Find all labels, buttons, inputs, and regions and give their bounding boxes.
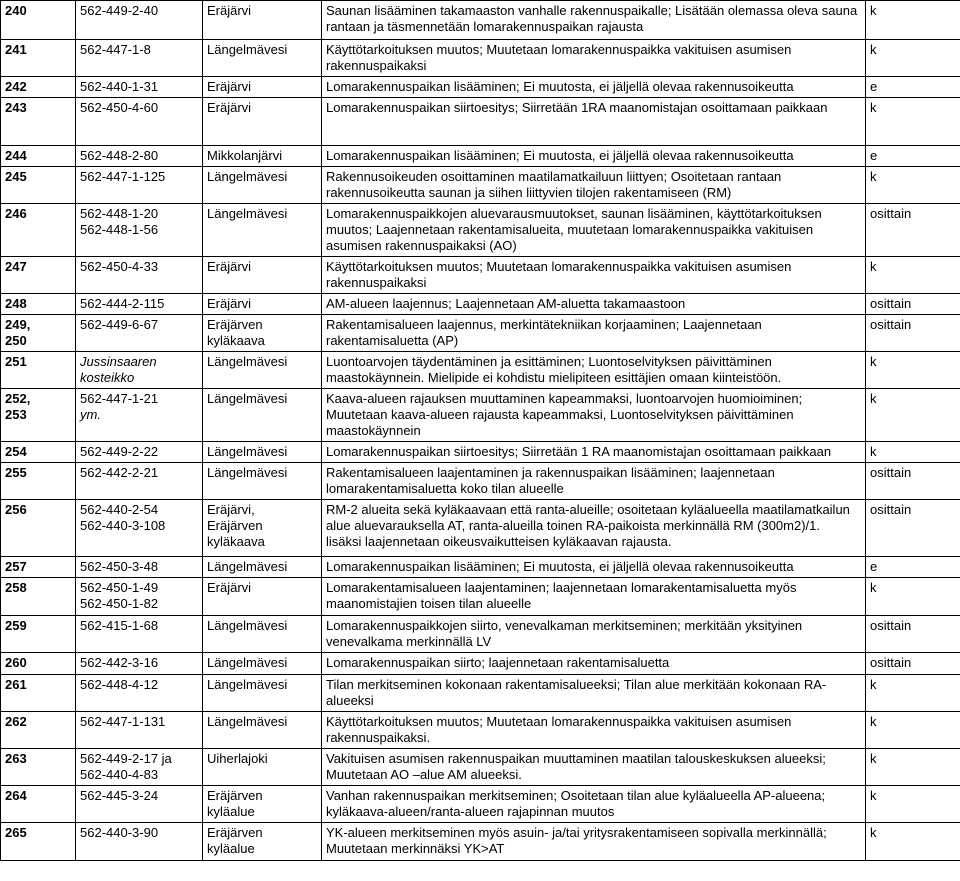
decision-code: osittain — [870, 655, 912, 670]
description: Lomarakennuspaikan siirto; laajennetaan rakentamisaluetta — [326, 655, 670, 670]
area-name: Mikkolanjärvi — [207, 148, 283, 163]
decision-code: k — [870, 677, 877, 692]
property-id: 562-447-1-21 — [80, 391, 159, 406]
decision-code: osittain — [870, 502, 912, 517]
row-number-cell — [1, 352, 76, 389]
row-number-cell — [1, 442, 76, 463]
row-number: 240 — [5, 3, 27, 18]
row-number: 249, — [5, 317, 31, 332]
property-id-cell — [76, 653, 203, 675]
area-name: Eräjärvi — [207, 79, 252, 94]
description: Rakennusoikeuden osoittaminen maatilamatkailuun liittyen; Osoitetaan rantaan — [326, 169, 782, 184]
area-name: Uiherlajoki — [207, 751, 268, 766]
decision-cell — [866, 294, 960, 315]
property-id-cell — [76, 40, 203, 77]
decision-cell — [866, 77, 960, 98]
table-row — [1, 146, 960, 167]
area-name-cell — [203, 146, 322, 167]
decision-cell — [866, 40, 960, 77]
decision-cell — [866, 389, 960, 442]
property-id: 562-450-4-60 — [80, 100, 159, 115]
area-name: kyläkaava — [207, 333, 265, 348]
row-number-cell — [1, 1, 76, 40]
row-number-cell — [1, 823, 76, 861]
decision-cell — [866, 675, 960, 712]
description-cell — [322, 1, 866, 40]
area-name: kyläalue — [207, 841, 255, 856]
description-cell — [322, 786, 866, 823]
decision-cell — [866, 315, 960, 352]
property-id: 562-450-3-48 — [80, 559, 159, 574]
property-id-cell — [76, 352, 203, 389]
description-cell — [322, 442, 866, 463]
table-row — [1, 315, 960, 352]
row-number-cell — [1, 675, 76, 712]
description-cell — [322, 204, 866, 257]
area-name: Längelmävesi — [207, 714, 288, 729]
description: maastokäynnein — [326, 423, 421, 438]
area-name-cell — [203, 749, 322, 786]
row-number-cell — [1, 653, 76, 675]
table-row — [1, 675, 960, 712]
description-cell — [322, 352, 866, 389]
property-id-cell — [76, 77, 203, 98]
description: Rakentamisalueen laajennus, merkintätekniikan korjaaminen; Laajennetaan — [326, 317, 762, 332]
decision-cell — [866, 712, 960, 749]
decision-cell — [866, 578, 960, 616]
area-name-cell — [203, 167, 322, 204]
description: kyläkaava-alueen/ranta-alueen rajapinnan muutos — [326, 804, 615, 819]
row-number: 254 — [5, 444, 27, 459]
table-row — [1, 442, 960, 463]
property-id: 562-448-4-12 — [80, 677, 159, 692]
row-number-cell — [1, 294, 76, 315]
area-name-cell — [203, 500, 322, 557]
row-number: 248 — [5, 296, 27, 311]
property-id: 562-415-1-68 — [80, 618, 159, 633]
row-number: 241 — [5, 42, 27, 57]
row-number: 262 — [5, 714, 27, 729]
decision-code: k — [870, 169, 877, 184]
property-id-cell — [76, 167, 203, 204]
property-id: 562-449-6-67 — [80, 317, 159, 332]
description: RM-2 alueita sekä kyläkaavaan että ranta-alueille; osoitetaan kyläalueella maatilamatkailun — [326, 502, 850, 517]
description: Muutetaan kaava-alueen rajausta kapeammaksi, Luontoselvityksen päivittäminen — [326, 407, 794, 422]
decision-cell — [866, 786, 960, 823]
area-name: Eräjärvi — [207, 3, 252, 18]
table-row — [1, 653, 960, 675]
area-name-cell — [203, 675, 322, 712]
table-row — [1, 557, 960, 578]
description: rakentamisaluetta (AP) — [326, 333, 459, 348]
property-id-cell — [76, 257, 203, 294]
property-id: 562-440-2-54 — [80, 502, 159, 517]
area-name: Längelmävesi — [207, 42, 288, 57]
description: AM-alueen laajennus; Laajennetaan AM-aluetta takamaastoon — [326, 296, 686, 311]
decision-cell — [866, 146, 960, 167]
description-cell — [322, 712, 866, 749]
area-name-cell — [203, 653, 322, 675]
area-name-cell — [203, 616, 322, 653]
description: Vakituisen asumisen rakennuspaikan muuttaminen maatilan talouskeskuksen alueeksi; — [326, 751, 826, 766]
area-name-cell — [203, 98, 322, 146]
table-row — [1, 712, 960, 749]
description-cell — [322, 315, 866, 352]
area-name: Längelmävesi — [207, 465, 288, 480]
row-number: 263 — [5, 751, 27, 766]
area-name-cell — [203, 294, 322, 315]
decision-code: k — [870, 751, 877, 766]
decision-cell — [866, 204, 960, 257]
row-number: 257 — [5, 559, 27, 574]
description: Tilan merkitseminen kokonaan rakentamisalueeksi; Tilan alue merkitään kokonaan RA- — [326, 677, 827, 692]
description: Kaava-alueen rajauksen muuttaminen kapeammaksi, luontoarvojen huomioiminen; — [326, 391, 803, 406]
property-id: 562-440-3-90 — [80, 825, 159, 840]
area-name: Eräjärvi, — [207, 502, 255, 517]
decision-code: e — [870, 79, 878, 94]
description-cell — [322, 675, 866, 712]
description: Muutetaan merkinnäksi YK>AT — [326, 841, 505, 856]
property-id: Jussinsaaren — [80, 354, 157, 369]
description: rakennusoikeutta saunan ja siihen liittyvien tilojen rakentamiseen (RM) — [326, 185, 732, 200]
area-name: Eräjärven — [207, 317, 263, 332]
row-number: 250 — [5, 333, 27, 348]
row-number-cell — [1, 40, 76, 77]
property-id: 562-444-2-115 — [80, 296, 165, 311]
table-row — [1, 389, 960, 442]
row-number: 252, — [5, 391, 31, 406]
area-name: Eräjärven — [207, 518, 263, 533]
description: Lomarakennuspaikan lisääminen; Ei muutosta, ei jäljellä olevaa rakennusoikeutta — [326, 79, 794, 94]
description: Käyttötarkoituksen muutos; Muutetaan lomarakennuspaikka vakituisen asumisen — [326, 259, 792, 274]
decision-cell — [866, 442, 960, 463]
decision-code: k — [870, 3, 877, 18]
property-id: 562-449-2-17 ja — [80, 751, 172, 766]
description: Muutetaan AO –alue AM alueeksi. — [326, 767, 522, 782]
row-number: 264 — [5, 788, 27, 803]
row-number-cell — [1, 389, 76, 442]
row-number: 256 — [5, 502, 27, 517]
row-number-cell — [1, 98, 76, 146]
area-name: Längelmävesi — [207, 206, 288, 221]
area-name-cell — [203, 1, 322, 40]
table-row — [1, 40, 960, 77]
area-name-cell — [203, 204, 322, 257]
area-name-cell — [203, 463, 322, 500]
description-cell — [322, 557, 866, 578]
decision-code: e — [870, 148, 878, 163]
area-name: Eräjärvi — [207, 100, 252, 115]
description-cell — [322, 40, 866, 77]
description: asumisen rakennuspaikaksi (AO) — [326, 238, 517, 253]
table-row — [1, 823, 960, 861]
table-body — [1, 1, 960, 861]
area-name: Eräjärvi — [207, 580, 252, 595]
property-id-cell — [76, 616, 203, 653]
description: maanomistajien toisen tilan alueelle — [326, 596, 532, 611]
decision-cell — [866, 557, 960, 578]
decision-cell — [866, 463, 960, 500]
decision-code: e — [870, 559, 878, 574]
description: rakennuspaikaksi. — [326, 730, 431, 745]
description: Lomarakennuspaikkojen siirto, venevalkaman merkitseminen; merkitään yksityinen — [326, 618, 803, 633]
table-row — [1, 786, 960, 823]
area-name: kyläkaava — [207, 534, 265, 549]
area-name-cell — [203, 786, 322, 823]
decision-code: k — [870, 259, 877, 274]
property-id-cell — [76, 675, 203, 712]
description-cell — [322, 389, 866, 442]
property-id: 562-445-3-24 — [80, 788, 159, 803]
table-row — [1, 463, 960, 500]
table-row — [1, 1, 960, 40]
property-id-cell — [76, 389, 203, 442]
area-name-cell — [203, 823, 322, 861]
table-row — [1, 616, 960, 653]
table-row — [1, 257, 960, 294]
property-id-cell — [76, 749, 203, 786]
property-id-cell — [76, 578, 203, 616]
decision-code: osittain — [870, 206, 912, 221]
table-row — [1, 77, 960, 98]
row-number: 253 — [5, 407, 27, 422]
description-cell — [322, 823, 866, 861]
row-number: 244 — [5, 148, 27, 163]
description: rakennuspaikaksi — [326, 275, 427, 290]
decision-code: k — [870, 391, 877, 406]
row-number: 243 — [5, 100, 27, 115]
area-name-cell — [203, 40, 322, 77]
area-name-cell — [203, 315, 322, 352]
decision-code: k — [870, 580, 877, 595]
property-id: 562-449-2-22 — [80, 444, 159, 459]
description-cell — [322, 294, 866, 315]
decision-code: k — [870, 354, 877, 369]
row-number: 255 — [5, 465, 27, 480]
table-row — [1, 294, 960, 315]
property-id: 562-450-1-82 — [80, 596, 159, 611]
area-name: Längelmävesi — [207, 655, 288, 670]
property-id-cell — [76, 294, 203, 315]
description: rakennuspaikaksi — [326, 58, 427, 73]
description-cell — [322, 146, 866, 167]
decision-code: k — [870, 788, 877, 803]
row-number-cell — [1, 500, 76, 557]
description: alueeksi — [326, 693, 374, 708]
row-number: 242 — [5, 79, 27, 94]
row-number-cell — [1, 146, 76, 167]
description-cell — [322, 653, 866, 675]
decision-code: k — [870, 42, 877, 57]
property-id-cell — [76, 442, 203, 463]
decision-cell — [866, 749, 960, 786]
area-name-cell — [203, 389, 322, 442]
description: Luontoarvojen täydentäminen ja esittäminen; Luontoselvityksen päivittäminen — [326, 354, 772, 369]
property-id-cell — [76, 146, 203, 167]
description: Käyttötarkoituksen muutos; Muutetaan lomarakennuspaikka vakituisen asumisen — [326, 42, 792, 57]
description: Lomarakennuspaikan siirtoesitys; Siirretään 1RA maanomistajan osoittamaan paikkaan — [326, 100, 828, 115]
property-id: 562-448-1-56 — [80, 222, 159, 237]
row-number: 246 — [5, 206, 27, 221]
property-id: 562-442-3-16 — [80, 655, 159, 670]
description: venevalkama merkinnällä LV — [326, 634, 492, 649]
description: Lomarakentamisalueen laajentaminen; laajennetaan lomarakentamisaluetta myös — [326, 580, 797, 595]
row-number-cell — [1, 749, 76, 786]
area-name: Eräjärven — [207, 788, 263, 803]
decision-cell — [866, 352, 960, 389]
property-id: ym. — [80, 407, 101, 422]
area-name: Längelmävesi — [207, 677, 288, 692]
row-number-cell — [1, 77, 76, 98]
table-row — [1, 204, 960, 257]
property-id: 562-440-1-31 — [80, 79, 159, 94]
decision-code: osittain — [870, 296, 912, 311]
property-id: 562-440-3-108 — [80, 518, 166, 533]
decision-cell — [866, 98, 960, 146]
row-number-cell — [1, 578, 76, 616]
description: Lomarakennuspaikan siirtoesitys; Siirretään 1 RA maanomistajan osoittamaan paikkaan — [326, 444, 832, 459]
area-name: kyläalue — [207, 804, 255, 819]
area-name-cell — [203, 442, 322, 463]
area-name-cell — [203, 77, 322, 98]
decision-cell — [866, 500, 960, 557]
property-id-cell — [76, 557, 203, 578]
area-name: Längelmävesi — [207, 391, 288, 406]
row-number: 260 — [5, 655, 27, 670]
decision-cell — [866, 653, 960, 675]
property-id: 562-448-2-80 — [80, 148, 159, 163]
row-number: 245 — [5, 169, 27, 184]
property-id: 562-450-4-33 — [80, 259, 159, 274]
property-id-cell — [76, 712, 203, 749]
description-cell — [322, 257, 866, 294]
property-id: 562-447-1-131 — [80, 714, 166, 729]
description-cell — [322, 98, 866, 146]
property-id-cell — [76, 204, 203, 257]
property-id: 562-450-1-49 — [80, 580, 159, 595]
decision-cell — [866, 823, 960, 861]
table-row — [1, 749, 960, 786]
row-number-cell — [1, 315, 76, 352]
decision-cell — [866, 167, 960, 204]
area-name-cell — [203, 712, 322, 749]
property-id: kosteikko — [80, 370, 135, 385]
property-id-cell — [76, 823, 203, 861]
row-number-cell — [1, 204, 76, 257]
area-name: Eräjärvi — [207, 259, 252, 274]
area-name: Längelmävesi — [207, 444, 288, 459]
decision-code: k — [870, 100, 877, 115]
description: Käyttötarkoituksen muutos; Muutetaan lomarakennuspaikka vakituisen asumisen — [326, 714, 792, 729]
decision-code: k — [870, 825, 877, 840]
property-id-cell — [76, 786, 203, 823]
table-row — [1, 500, 960, 557]
property-id: 562-440-4-83 — [80, 767, 159, 782]
area-name: Eräjärven — [207, 825, 263, 840]
description-cell — [322, 463, 866, 500]
property-id: 562-448-1-20 — [80, 206, 159, 221]
description: lisäksi laajennetaan oikeusvaikutteisen kyläkaavan rajausta. — [326, 534, 672, 549]
table-row — [1, 167, 960, 204]
area-name: Eräjärvi — [207, 296, 252, 311]
property-id-cell — [76, 463, 203, 500]
property-id: 562-447-1-8 — [80, 42, 151, 57]
description-cell — [322, 749, 866, 786]
description: YK-alueen merkitseminen myös asuin- ja/tai yritysrakentamiseen sopivalla merkinnällä; — [326, 825, 827, 840]
decision-code: k — [870, 714, 877, 729]
decision-cell — [866, 616, 960, 653]
area-name-cell — [203, 578, 322, 616]
description: Lomarakennuspaikan lisääminen; Ei muutosta, ei jäljellä olevaa rakennusoikeutta — [326, 559, 794, 574]
description: maastokäynnein. Mielipide ei kohdistu mielipiteen esittäjien omaan kiinteistöön. — [326, 370, 782, 385]
table-row — [1, 98, 960, 146]
description: Vanhan rakennuspaikan merkitseminen; Osoitetaan tilan alue kyläalueella AP-alueena; — [326, 788, 826, 803]
area-name-cell — [203, 557, 322, 578]
row-number: 258 — [5, 580, 27, 595]
decision-code: osittain — [870, 317, 912, 332]
description: alue aluevarauksella AT, ranta-alueilla toinen RA-paikoista merkinnällä RM (300m2)/1. — [326, 518, 821, 533]
row-number: 259 — [5, 618, 27, 633]
property-id: 562-447-1-125 — [80, 169, 166, 184]
property-id-cell — [76, 315, 203, 352]
decision-code: osittain — [870, 618, 912, 633]
description-cell — [322, 578, 866, 616]
decision-cell — [866, 1, 960, 40]
area-name-cell — [203, 257, 322, 294]
property-id-cell — [76, 98, 203, 146]
description: muutos; Laajennetaan rakentamisalueita, muutetaan lomarakennuspaikka vakituisen — [326, 222, 814, 237]
row-number-cell — [1, 463, 76, 500]
table-row — [1, 352, 960, 389]
property-id: 562-442-2-21 — [80, 465, 159, 480]
description: rantaan ja täsmennetään lomarakennuspaikan rajausta — [326, 19, 644, 34]
area-name: Längelmävesi — [207, 169, 288, 184]
table-row — [1, 578, 960, 616]
decision-cell — [866, 257, 960, 294]
description-cell — [322, 616, 866, 653]
property-id: 562-449-2-40 — [80, 3, 159, 18]
description-cell — [322, 500, 866, 557]
row-number-cell — [1, 616, 76, 653]
description: Saunan lisääminen takamaaston vanhalle rakennuspaikalle; Lisätään olemassa oleva sauna — [326, 3, 858, 18]
description: Rakentamisalueen laajentaminen ja rakennuspaikan lisääminen; laajennetaan — [326, 465, 775, 480]
description: lomarakentamisaluetta koko tilan alueelle — [326, 481, 564, 496]
decision-code: k — [870, 444, 877, 459]
area-name: Längelmävesi — [207, 354, 288, 369]
description: Lomarakennuspaikkojen aluevarausmuutokset, saunan lisääminen, käyttötarkoituksen — [326, 206, 822, 221]
row-number: 261 — [5, 677, 27, 692]
description-cell — [322, 77, 866, 98]
property-id-cell — [76, 500, 203, 557]
area-name: Längelmävesi — [207, 559, 288, 574]
row-number-cell — [1, 557, 76, 578]
row-number: 247 — [5, 259, 27, 274]
row-number: 265 — [5, 825, 27, 840]
row-number-cell — [1, 167, 76, 204]
row-number: 251 — [5, 354, 27, 369]
decision-code: osittain — [870, 465, 912, 480]
description: Lomarakennuspaikan lisääminen; Ei muutosta, ei jäljellä olevaa rakennusoikeutta — [326, 148, 794, 163]
description-cell — [322, 167, 866, 204]
row-number-cell — [1, 786, 76, 823]
row-number-cell — [1, 257, 76, 294]
property-id-cell — [76, 1, 203, 40]
area-name: Längelmävesi — [207, 618, 288, 633]
area-name-cell — [203, 352, 322, 389]
row-number-cell — [1, 712, 76, 749]
